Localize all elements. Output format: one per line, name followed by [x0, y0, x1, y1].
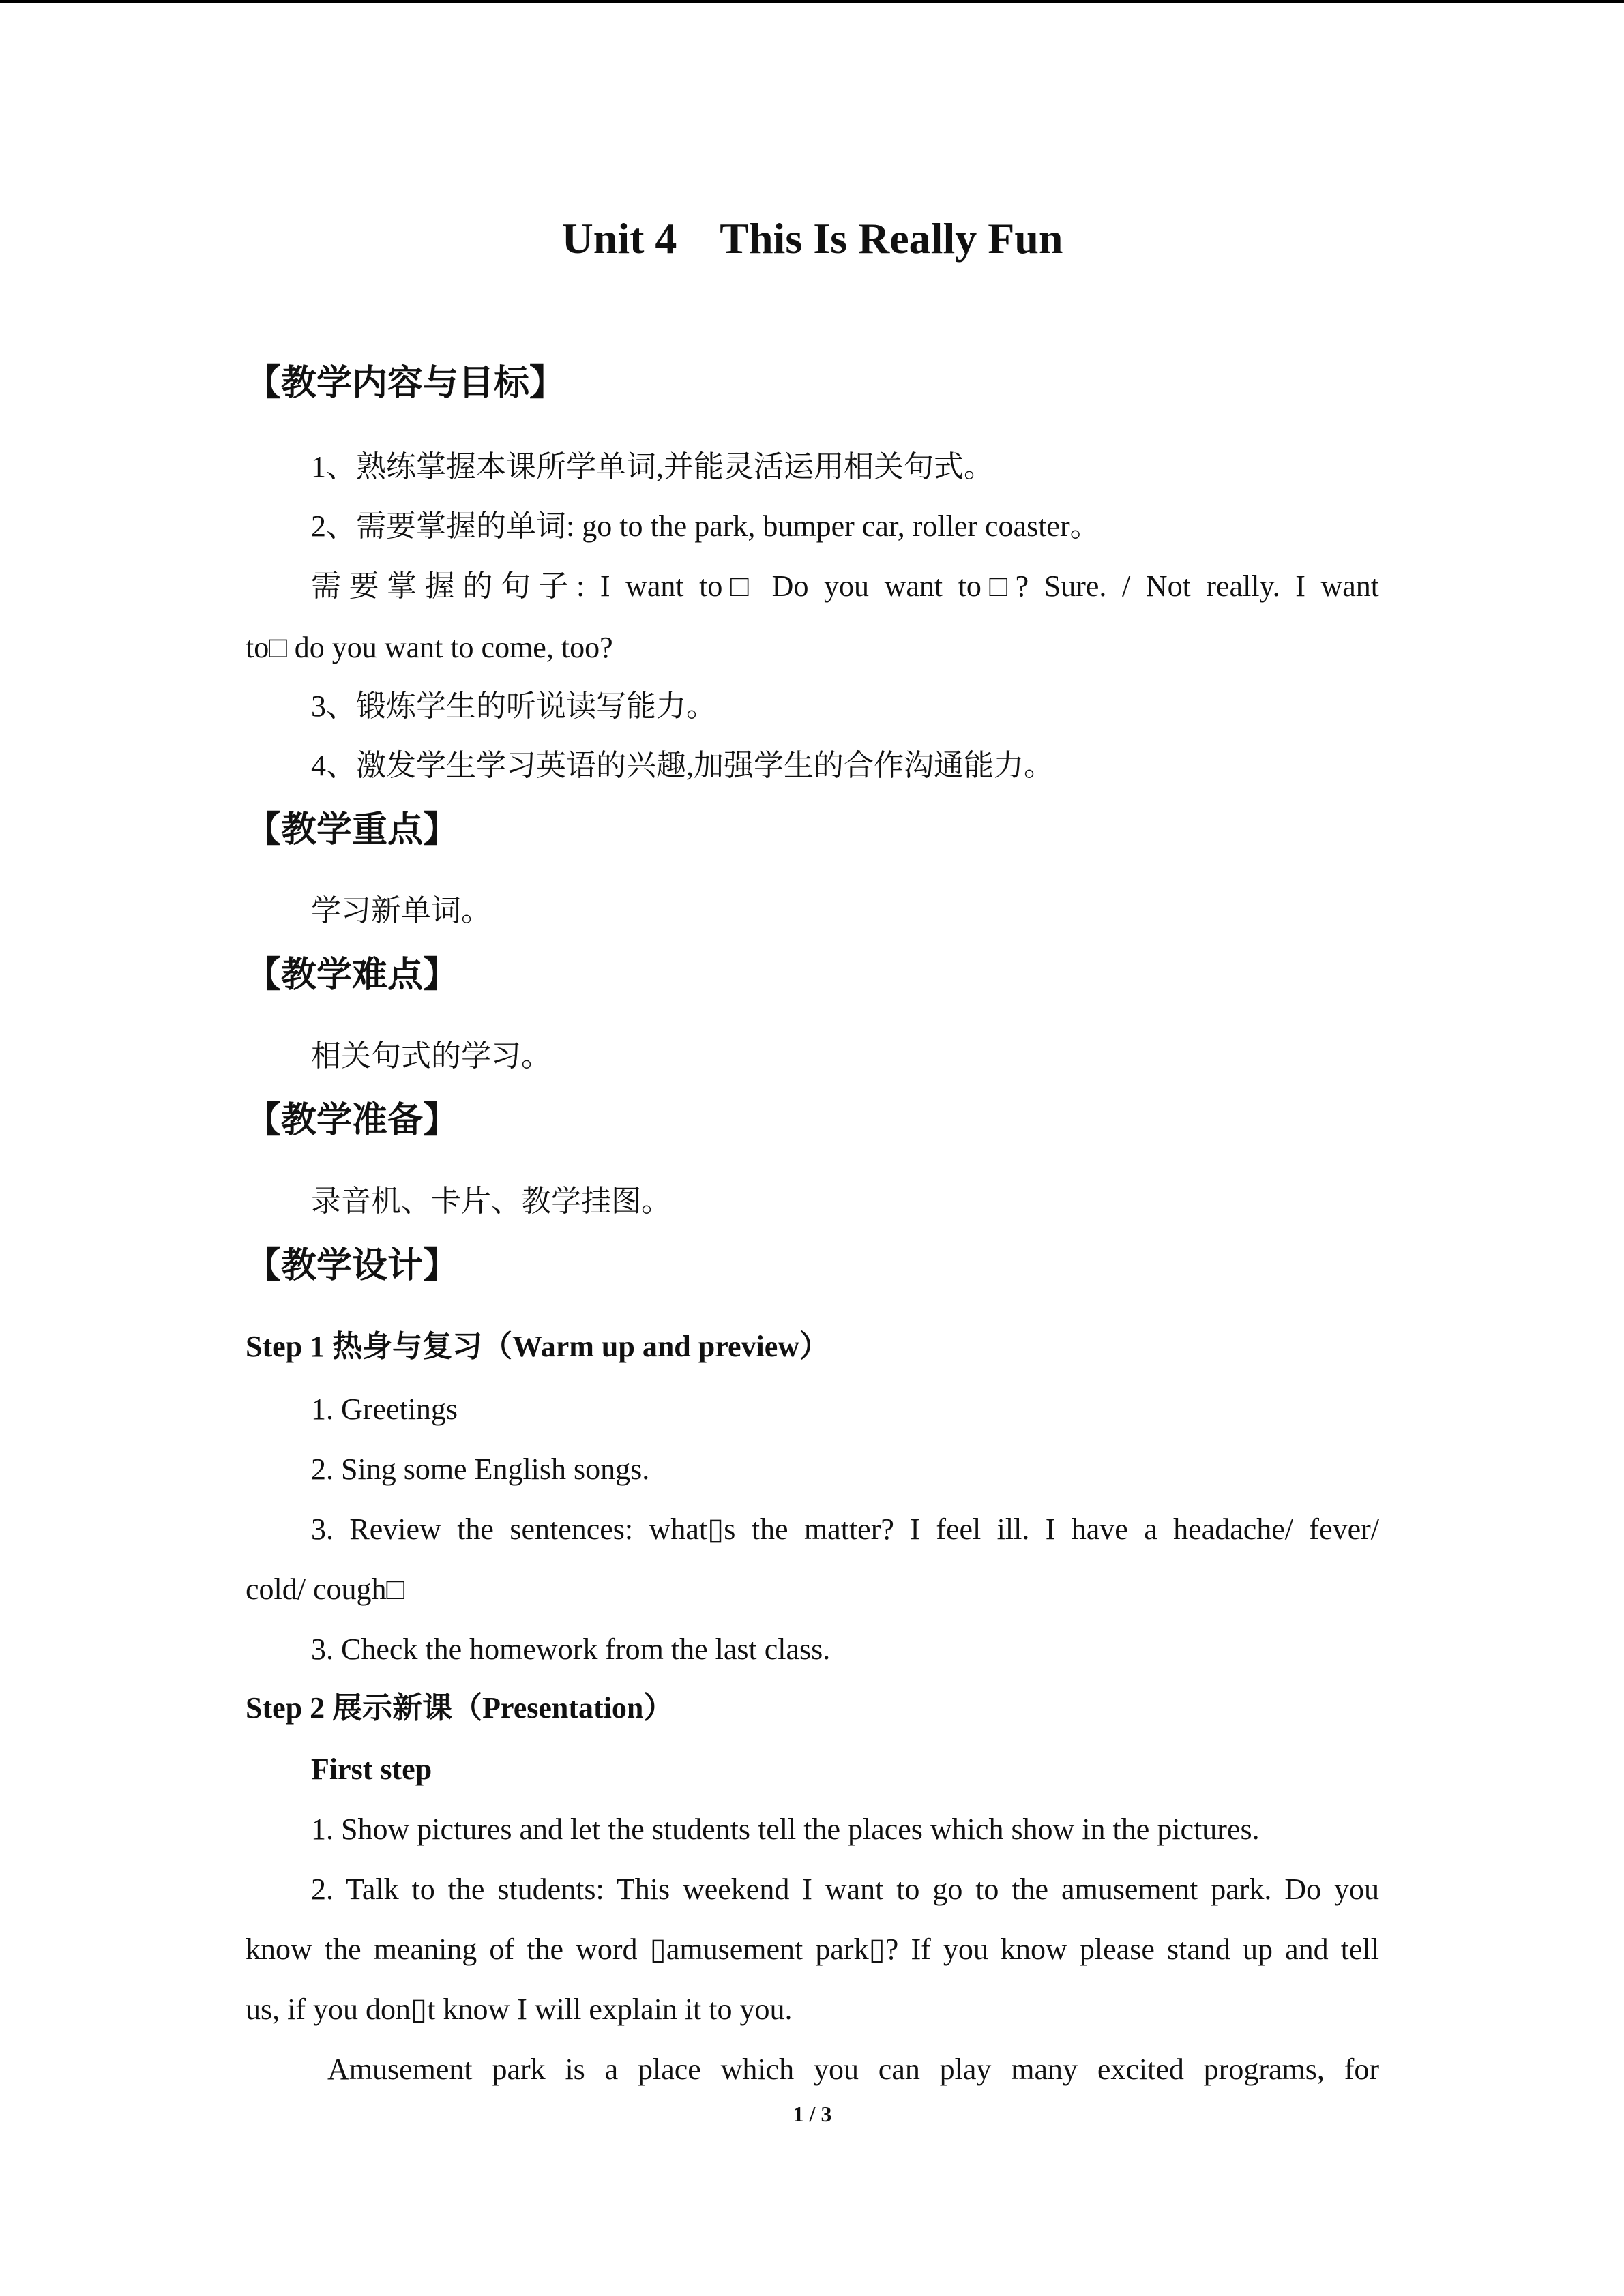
step1-item-2: 2. Sing some English songs.: [311, 1452, 650, 1486]
step2-first-step: First step: [311, 1753, 432, 1786]
section-heading-difficulties: 【教学难点】: [246, 956, 459, 995]
step2-item-3-line-1: Amusement park is a place which you can play many excited programs, for: [327, 2053, 1379, 2086]
section-heading-content-goals: 【教学内容与目标】: [246, 364, 565, 403]
step1-heading: Step 1 热身与复习（Warm up and preview）: [246, 1330, 830, 1363]
step1-item-3-line-1: 3. Review the sentences: what▯s the matter? I feel ill. I have a headache/ fever/: [311, 1512, 1379, 1546]
section-heading-preparation: 【教学准备】: [246, 1101, 459, 1140]
goal-item-1: 1、熟练掌握本课所学单词,并能灵活运用相关句式。: [311, 450, 994, 483]
step2-item-2-line-3: us, if you don▯t know I will explain it to you.: [246, 1993, 793, 2026]
document-title: Unit 4 This Is Really Fun: [561, 214, 1063, 263]
step2-item-2-line-1: 2. Talk to the students: This weekend I want to go to the amusement park. Do you: [311, 1873, 1379, 1906]
step1-item-1: 1. Greetings: [311, 1392, 458, 1426]
page-top-border: [0, 0, 1624, 3]
step2-heading: Step 2 展示新课（Presentation）: [246, 1691, 674, 1725]
section-heading-design: 【教学设计】: [246, 1247, 459, 1285]
preparation-text: 录音机、卡片、教学挂图。: [311, 1184, 671, 1218]
goal-item-3-line-1: 需要掌握的句子: I want to□ Do you want to□? Sure. / Not really. I want: [311, 569, 1379, 603]
step2-item-2-line-2: know the meaning of the word ▯amusement park▯? If you know please stand up and tell: [246, 1933, 1379, 1966]
goal-item-4: 3、锻炼学生的听说读写能力。: [311, 689, 716, 723]
page-number: 1 / 3: [793, 2102, 832, 2126]
difficulties-text: 相关句式的学习。: [311, 1039, 551, 1073]
step2-item-1: 1. Show pictures and let the students tell the places which show in the pictures.: [311, 1813, 1260, 1846]
section-heading-key-points: 【教学重点】: [246, 811, 459, 850]
step1-item-4: 3. Check the homework from the last class.: [311, 1632, 831, 1666]
key-points-text: 学习新单词。: [311, 894, 491, 927]
goal-item-5: 4、激发学生学习英语的兴趣,加强学生的合作沟通能力。: [311, 749, 1054, 782]
step1-item-3-line-2: cold/ cough□: [246, 1572, 405, 1606]
goal-item-2: 2、需要掌握的单词: go to the park, bumper car, roller coaster。: [311, 509, 1100, 543]
goal-item-3-line-2: to□ do you want to come, too?: [246, 631, 613, 664]
